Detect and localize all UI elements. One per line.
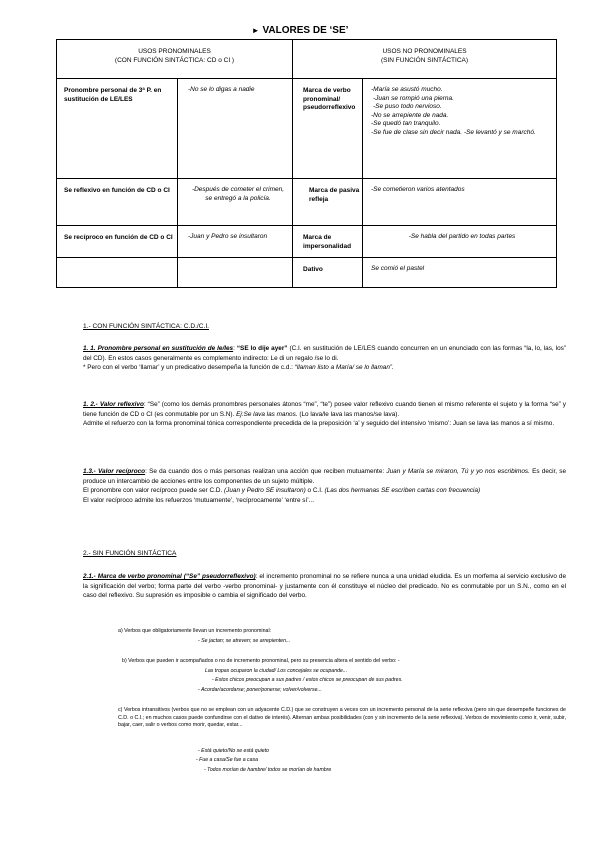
cell-pasiva-refleja: Marca de pasiva refleja — [293, 179, 363, 226]
page-title: ► VALORES DE ‘SE’ — [251, 25, 349, 36]
cell-verbo-pronominal: Marca de verbo pronominal/ pseudorreflexivo — [293, 79, 363, 179]
cell-example-list: -María se asustó mucho. -Juan se rompió una pierna. -Se puso todo nervioso. -No se arrepiente de nada. -Se quedó tan tranquilo. -Se fue de clase sin decir nada. -Se levantó y se marchó. — [363, 79, 557, 179]
item-c-example-3: - Todos morían de hambre/ todos se morían de hambre — [204, 767, 332, 773]
section-1-heading: 1.- CON FUNCIÓN SINTÁCTICA: C.D./C.I. — [83, 323, 210, 330]
cell-dativo: Dativo — [293, 258, 363, 288]
item-c-example-1: - Está quieto/No se está quieto — [198, 748, 269, 754]
item-c-label: c) Verbos intransitivos (verbos que no se emplean con un adyacente C.D.) que se construyen a veces con un incremento personal de la serie reflexiva (pero sin que desempeñe funciones de C.D. o C.I.; en muchos casos puede confundirse con el dativo de interés). Alternan ambas posibilidades (con y sin incremento de la serie reflexiva). Verbos de movimiento como ir, venir, subir, bajar, caer, salir o verbos como morir, quedar, estar... — [118, 707, 566, 729]
section-1-1: 1. 1. Pronombre personal en sustitución de le/les: “SE lo dije ayer” (C.I. en sustitución de LE/LES cuando concurren en un enunciado con las formas “la, lo, las, los” del CD). En estos casos generalmente es complemento indirecto: Le di un regalo /se lo di. * Pero con el verbo ‘llamar’ y un predicativo desempeña la función de c.d.: “llaman listo a María/ se lo llaman”. — [83, 345, 566, 372]
cell-example: -Después de cometer el crimen, se entregó a la policía. — [178, 179, 293, 226]
cell-example: -Juan y Pedro se insultaron — [178, 226, 293, 258]
item-a-example: - Se jactan; se atreven; se arrepienten... — [198, 638, 291, 644]
cell-impersonalidad: Marca de impersonalidad — [293, 226, 363, 258]
item-c-example-2: - Fue a casa/Se fue a casa — [196, 757, 258, 763]
cell-se-reciproco: Se recíproco en función de CD o CI — [57, 226, 178, 258]
cell-example: -Se cometieron varios atentados — [363, 179, 557, 226]
item-b-example-3: - Acordar/acordarse; poner/ponerse; volver/volverse... — [198, 687, 322, 693]
item-b-example-2: - Estos chicos preocupan a sus padres / estos chicos se preocupan de sus padres. — [212, 677, 403, 683]
cell-pronombre-personal: Pronombre personal de 3ª P. en sustitución de LE/LES — [57, 79, 178, 179]
cell-empty — [57, 258, 178, 288]
cell-example: -No se lo digas a nadie — [178, 79, 293, 179]
section-2-1: 2.1.- Marca de verbo pronominal (“Se” pseudorreflexivo): el incremento pronominal no se refiere nunca a una unidad eludida. Es un morfema al servicio exclusivo de la significación del verbo; forma parte del verbo -verbo pronominal- y justamente con él constituye el núcleo del predicado. No es conmutable por un S.N., como en el caso del reflexivo. Su supresión es imposible o cambia el significado del verbo. — [83, 573, 566, 600]
cell-example: -Se habla del partido en todas partes — [363, 226, 557, 258]
header-no-pronominal: USOS NO PRONOMINALES (SIN FUNCIÓN SINTÁCTICA) — [293, 40, 557, 79]
cell-se-reflexivo: Se reflexivo en función de CD o CI — [57, 179, 178, 226]
section-1-2: 1. 2.- Valor reflexivo: “Se” (como los demás pronombres personales átonos “me”, “te”) posee valor reflexivo cuando tienen el mismo referente el sujeto y la forma “se” y tiene función de CD o CI (es conmutable por un S.N). Ej:Se lava las manos. (Lo lava/le lava las manos/se lava). Admite el refuerzo con la forma pronominal tónica correspondiente precedida de la preposición ‘a’ y seguido del intensivo ‘mismo’: Juan se lava las manos a sí mismo. — [83, 401, 567, 428]
header-pronominal: USOS PRONOMINALES (CON FUNCIÓN SINTÁCTICA: CD o CI ) — [57, 40, 293, 79]
item-b-example-1: Las tropas ocuparon la ciudad/ Los concejales se ocupande... — [205, 668, 348, 674]
item-a-label: a) Verbos que obligatoriamente llevan un incremento pronominal: — [118, 628, 272, 634]
values-table — [56, 39, 557, 288]
triangle-bullet-icon: ► — [251, 26, 260, 35]
section-1-3: 1.3.- Valor recíproco: Se da cuando dos o más personas realizan una acción que reciben mutuamente: Juan y María se miraron, Tú y yo nos escribimos. Es decir, se produce un intercambio de acciones entre los componentes de un sujeto múltiple. El pronombre con valor recíproco puede ser C.D. (Juan y Pedro SE insultaron) o C.I. (Las dos hermanas SE escriben cartas con frecuencia) El valor recíproco admite los refuerzos ‘mutuamente’, ‘recíprocamente’ ‘entre sí’... — [83, 468, 567, 504]
cell-example: Se comió el pastel — [363, 258, 557, 288]
cell-empty — [178, 258, 293, 288]
section-2-heading: 2.- SIN FUNCIÓN SINTÁCTICA — [83, 550, 177, 557]
item-b-label: b) Verbos que pueden ir acompañados o no de incremento pronominal, pero su presencia altera el sentido del verbo: - — [122, 658, 400, 664]
